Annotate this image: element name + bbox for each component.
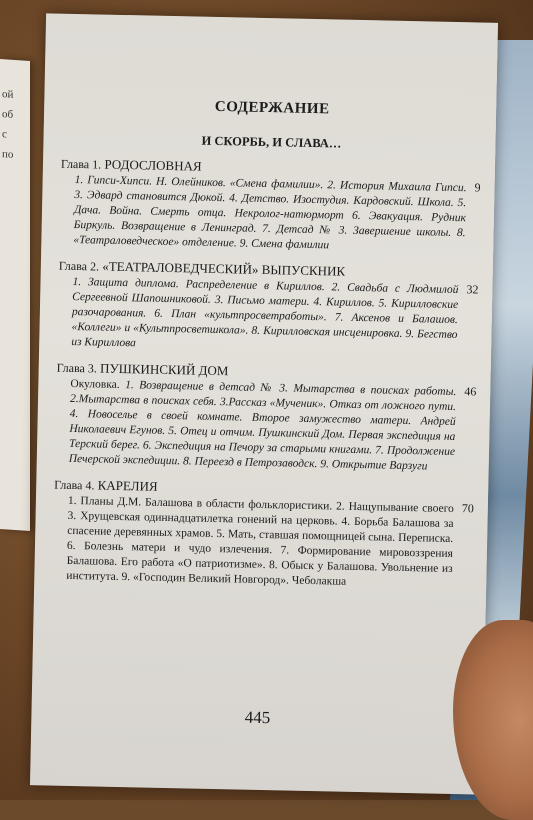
- chapter-title: «ТЕАТРАЛОВЕДЧЕСКИЙ» ВЫПУСКНИК: [102, 259, 345, 279]
- chapter-body: 1. Гипси-Хипси. Н. Олейников. «Смена фамилии». 2. История Михаила Гипси. 3. Эдвард становится Дюкой. 4. Детство. Изостудия. Кардовский. Школа. 5. Дача. Война. Смерть отца. Некролог-натюрморт 6. Эвакуация. Рудник Биркуль. Возвращение в Ленинград. 7. Детсад № 3. Завершение школы. 8. «Театраловедческое» отделение. 9. Смена фамилии: [73, 173, 466, 256]
- chapter-contents: [59, 172, 480, 257]
- chapter-number: Глава 1.: [61, 157, 101, 172]
- left-page-fragment: с: [2, 127, 7, 141]
- chapter-entry: [52, 477, 474, 593]
- chapter-contents: [55, 376, 477, 476]
- chapter-entry: [57, 258, 479, 359]
- chapter-title: ПУШКИНСКИЙ ДОМ: [100, 361, 229, 379]
- part-title: И СКОРБЬ, И СЛАВА…: [61, 131, 481, 155]
- chapter-entry: [55, 360, 477, 476]
- page-number: 445: [31, 703, 483, 732]
- chapter-title: КАРЕЛИЯ: [98, 478, 158, 494]
- left-page-fragment: об: [2, 107, 13, 122]
- chapter-body-wrap: [69, 377, 457, 475]
- chapter-page: 46: [464, 384, 476, 399]
- chapter-body: 1. Планы Д.М. Балашова в области фольклористики. 2. Нащупывание своего 3. Хрущевская одиннадцатилетка гонений на церковь. 4. Борьба Балашова за спасение деревянных храмов. 5. Мать, ставшая помощницей сына. Переписка. 6. Болезнь матери и чудо излечения. 7. Формирование мировоззрения Балашова. Его работа «О патриотизме». 8. Обыск у Балашова. Увольнение из института. 9. «Господин Великий Новгород». Чеболакша: [66, 494, 454, 592]
- chapter-body: 1. Возвращение в детсад № 3. Мытарства в поисках работы. 2.Мытарства в поисках себя. 3.Рассказ «Мученик». Отказ от ложного пути. 4. Новоселье в своей комнате. Второе замужество матери. Андрей Николаевич Егунов. 5. Отец и отчим. Пушкинский Дом. Первая экспедиция на Терский берег. 6. Экспедиция на Печору за старыми книгами. 7. Продолжение Печерской экспедиции. 8. Переезд в Петрозаводск. 9. Открытие Варзуги: [69, 379, 457, 472]
- chapter-prelude: Окуловка.: [70, 378, 120, 391]
- left-page-fragment: по: [2, 147, 13, 162]
- chapter-entry: [59, 156, 481, 257]
- chapter-page: 70: [462, 501, 474, 516]
- table-of-contents: [52, 96, 482, 603]
- left-page-fragment: ой: [2, 87, 13, 102]
- chapter-number: Глава 3.: [57, 361, 97, 376]
- toc-title: СОДЕРЖАНИЕ: [62, 96, 482, 122]
- chapter-contents: [57, 274, 478, 359]
- chapter-number: Глава 2.: [59, 259, 99, 274]
- chapter-contents: [52, 493, 474, 593]
- chapter-number: Глава 4.: [54, 478, 94, 493]
- book-page: [30, 13, 498, 794]
- chapter-page: 9: [474, 180, 480, 195]
- left-page-edge: [0, 59, 30, 531]
- chapter-title: РОДОСЛОВНАЯ: [104, 157, 202, 174]
- chapter-body: 1. Защита диплома. Распределение в Кириллов. 2. Свадьба с Людмилой Сергеевной Шапошниковой. 3. Письмо матери. 4. Кириллов. 5. Кирилловские разочарования. 6. План «культпросветработы». 7. Аксенов и Балашов. «Коллеги» и «Культпросветшкола». 8. Кирилловская инсценировка. 9. Бегство из Кириллова: [71, 275, 458, 358]
- chapter-page: 32: [466, 282, 478, 297]
